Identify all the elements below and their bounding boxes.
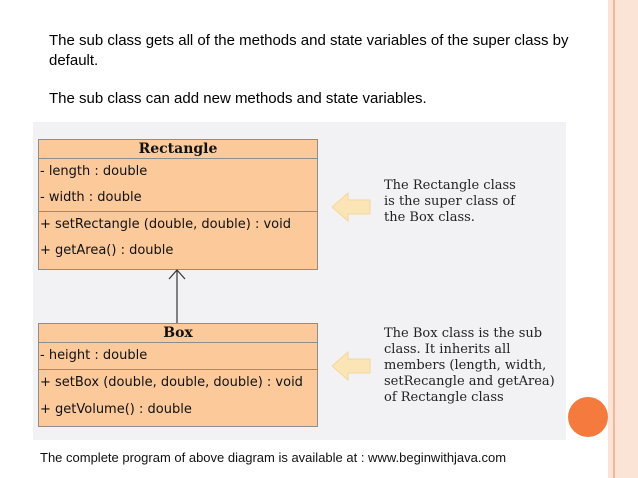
box-methods [39,370,317,423]
box-class-box [38,323,318,427]
box-note: The Box class is the sub class. It inherits all members (length, width, setRecangle and getArea) of Rectangle class [384,326,555,405]
rectangle-method-getarea: + getArea() : double [40,243,174,258]
box-class-name: Box [39,324,317,343]
box-attributes [39,343,317,370]
decorative-circle [568,397,608,437]
rectangle-attributes [39,159,317,212]
rectangle-attribute-length: - length : double [40,164,148,179]
pointer-arrow-box [332,351,372,381]
box-method-getvolume: + getVolume() : double [40,402,192,417]
rectangle-note: The Rectangle class is the super class of the Box class. [384,178,516,225]
box-attribute-height: - height : double [40,348,148,363]
paragraph-superclass: The sub class gets all of the methods and state variables of the super class by default. [49,32,569,69]
box-method-setbox: + setBox (double, double, double) : void [40,375,303,390]
rectangle-attribute-width: - width : double [40,190,142,205]
rectangle-methods [39,212,317,264]
rectangle-method-setrectangle: + setRectangle (double, double) : void [40,217,291,232]
inheritance-arrow [160,266,200,326]
footer-source-text: The complete program of above diagram is available at : www.beginwithjava.com [40,450,507,465]
paragraph-subclass: The sub class can add new methods and state variables. [49,90,427,107]
rectangle-class-name: Rectangle [39,140,317,159]
pointer-arrow-rectangle [332,192,372,222]
slide-right-line [613,0,615,478]
rectangle-class-box [38,139,318,270]
